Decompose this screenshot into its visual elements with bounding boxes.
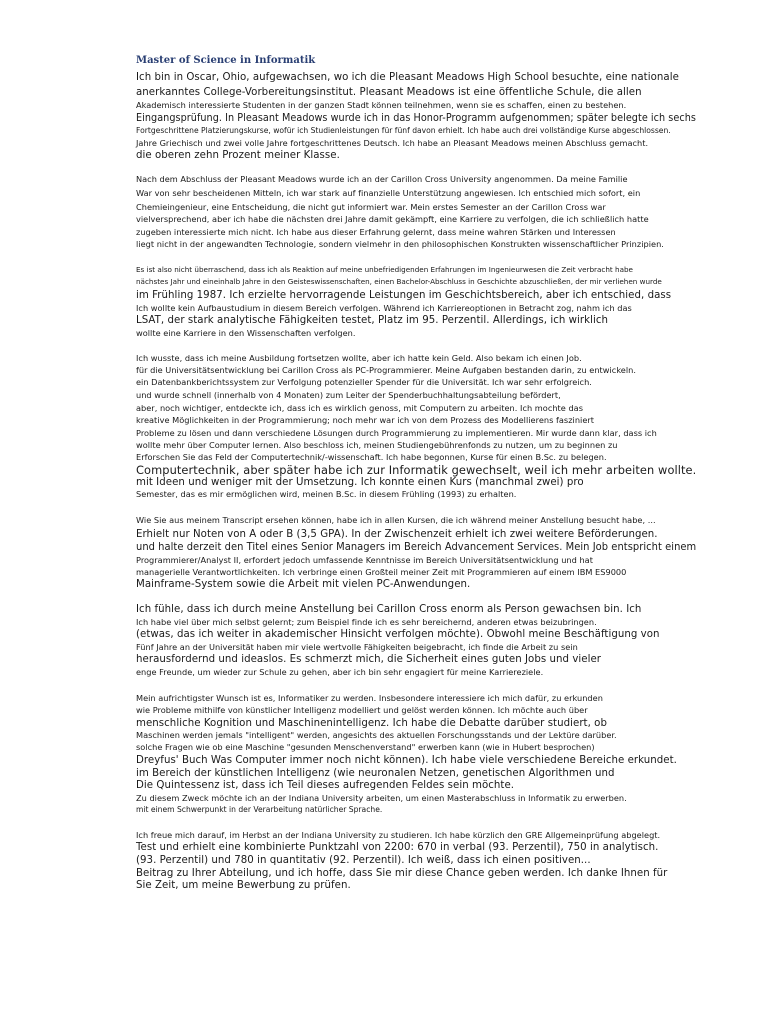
- text-line: und halte derzeit den Titel eines Senior Managers im Bereich Advancement Services. Mein Job entspricht einem: [136, 542, 697, 553]
- text-line: vielversprechend, aber ich habe die nächsten drei Jahre damit gekämpft, eine Karriere zu verfolgen, die ich schließlich hatte: [136, 214, 649, 224]
- text-line: herausfordernd und ideaslos. Es schmerzt mich, die Sicherheit eines guten Jobs und vieler: [136, 654, 602, 665]
- text-line: im Frühling 1987. Ich erzielte hervorragende Leistungen im Geschichtsbereich, aber ich entschied, dass: [136, 290, 672, 301]
- text-line: LSAT, der stark analytische Fähigkeiten testet, Platz im 95. Perzentil. Allerdings, ich wirklich: [136, 315, 609, 326]
- text-line: Erforschen Sie das Feld der Computertechnik/-wissenschaft. Ich habe begonnen, Kurse für einen B.Sc. zu belegen.: [136, 452, 607, 462]
- text-line: Eingangsprüfung. In Pleasant Meadows wurde ich in das Honor-Programm aufgenommen; später belegte ich sechs: [136, 113, 696, 124]
- text-line: zugeben interessierte mich nicht. Ich habe aus dieser Erfahrung gelernt, dass meine wahren Stärken und Interessen: [136, 227, 616, 237]
- text-line: Dreyfus' Buch Was Computer immer noch nicht können). Ich habe viele verschiedene Bereiche erkundet.: [136, 755, 677, 766]
- text-line: aber, noch wichtiger, entdeckte ich, dass ich es wirklich genoss, mit Computern zu arbeiten. Ich mochte das: [136, 403, 584, 413]
- text-line: wie Probleme mithilfe von künstlicher Intelligenz modelliert und gelöst werden können. Ich möchte auch über: [136, 705, 588, 715]
- text-line: die oberen zehn Prozent meiner Klasse.: [136, 150, 340, 161]
- text-line: Test und erhielt eine kombinierte Punktzahl von 2200: 670 in verbal (93. Perzentil), 750 in analytisch.: [136, 842, 659, 853]
- text-line: Akademisch interessierte Studenten in der ganzen Stadt können teilnehmen, wenn sie es schaffen, einen zu bestehen.: [136, 100, 627, 110]
- text-line: Erhielt nur Noten von A oder B (3,5 GPA). In der Zwischenzeit erhielt ich zwei weitere Beförderungen.: [136, 529, 658, 540]
- text-line: Fünf Jahre an der Universität haben mir viele wertvolle Fähigkeiten beigebracht, ich finde die Arbeit zu sein: [136, 642, 578, 652]
- text-line: ein Datenbankberichtssystem zur Verfolgung potenzieller Spender für die Universität. Ich war sehr erfolgreich.: [136, 377, 592, 387]
- text-line: Jahre Griechisch und zwei volle Jahre fortgeschrittenes Deutsch. Ich habe an Pleasant Meadows meinen Abschluss gemacht.: [136, 138, 649, 148]
- text-line: Zu diesem Zweck möchte ich an der Indiana University arbeiten, um einen Masterabschluss in Informatik zu erwerben.: [136, 793, 627, 803]
- text-line: (93. Perzentil) und 780 in quantitativ (92. Perzentil). Ich weiß, dass ich einen positiven...: [136, 855, 591, 866]
- text-line: Ich wusste, dass ich meine Ausbildung fortsetzen wollte, aber ich hatte kein Geld. Also bekam ich einen Job.: [136, 353, 582, 363]
- text-line: Wie Sie aus meinem Transcript ersehen können, habe ich in allen Kursen, die ich während meiner Anstellung besucht habe, ...: [136, 515, 656, 525]
- text-line: Mainframe-System sowie die Arbeit mit vielen PC-Anwendungen.: [136, 579, 471, 590]
- text-line: wollte mehr über Computer lernen. Also beschloss ich, meinen Studiengebührenfonds zu nutzen, um zu beginnen zu: [136, 440, 618, 450]
- text-line: Ich freue mich darauf, im Herbst an der Indiana University zu studieren. Ich habe kürzlich den GRE Allgemeinprüfung abgelegt.: [136, 830, 661, 840]
- text-line: Ich bin in Oscar, Ohio, aufgewachsen, wo ich die Pleasant Meadows High School besuchte, eine nationale: [136, 72, 679, 83]
- text-line: managerielle Verantwortlichkeiten. Ich verbringe einen Großteil meiner Zeit mit Programmieren auf einem IBM ES9000: [136, 567, 627, 577]
- text-line: für die Universitätsentwicklung bei Carillon Cross als PC-Programmierer. Meine Aufgaben bestanden darin, zu entwickeln.: [136, 365, 636, 375]
- text-line: Nach dem Abschluss der Pleasant Meadows wurde ich an der Carillon Cross University angenommen. Da meine Familie: [136, 174, 628, 184]
- text-line: Die Quintessenz ist, dass ich Teil dieses aufregenden Feldes sein möchte.: [136, 780, 515, 791]
- document-page: [136, 0, 696, 1024]
- text-line: Beitrag zu Ihrer Abteilung, und ich hoffe, dass Sie mir diese Chance geben werden. Ich danke Ihnen für: [136, 868, 668, 879]
- text-line: Computertechnik, aber später habe ich zur Informatik gewechselt, weil ich mehr arbeiten wollte.: [136, 463, 697, 477]
- text-line: wollte eine Karriere in den Wissenschaften verfolgen.: [136, 328, 356, 338]
- text-line: (etwas, das ich weiter in akademischer Hinsicht verfolgen möchte). Obwohl meine Beschäftigung von: [136, 629, 660, 640]
- text-line: Fortgeschrittene Platzierungskurse, wofür ich Studienleistungen für fünf davon erhielt. Ich habe auch drei vollständige Kurse abgeschlossen.: [136, 126, 671, 135]
- text-line: Maschinen werden jemals "intelligent" werden, angesichts des aktuellen Forschungsstands und der Lektüre darüber.: [136, 730, 617, 740]
- text-line: im Bereich der künstlichen Intelligenz (wie neuronalen Netzen, genetischen Algorithmen und: [136, 768, 615, 779]
- document-title: Master of Science in Informatik: [136, 55, 316, 66]
- text-line: nächstes Jahr und eineinhalb Jahre in den Geisteswissenschaften, einen Bachelor-Abschluss in Geschichte abzuschließen, der mir verliehen wurde: [136, 277, 662, 286]
- text-line: mit Ideen und weniger mit der Umsetzung. Ich konnte einen Kurs (manchmal zwei) pro: [136, 477, 584, 488]
- text-line: Mein aufrichtigster Wunsch ist es, Informatiker zu werden. Insbesondere interessiere ich mich dafür, zu erkunden: [136, 693, 603, 703]
- text-line: solche Fragen wie ob eine Maschine "gesunden Menschenverstand" erwerben kann (wie in Hubert besprochen): [136, 742, 595, 752]
- text-line: liegt nicht in der angewandten Technologie, sondern vielmehr in den philosophischen Konstrukten wissenschaftlicher Prinzipien.: [136, 239, 664, 249]
- text-line: mit einem Schwerpunkt in der Verarbeitung natürlicher Sprache.: [136, 805, 383, 814]
- text-line: menschliche Kognition und Maschinenintelligenz. Ich habe die Debatte darüber studiert, ob: [136, 718, 607, 729]
- text-line: Ich wollte kein Aufbaustudium in diesem Bereich verfolgen. Während ich Karriereoptionen in Betracht zog, nahm ich das: [136, 303, 632, 313]
- text-line: und wurde schnell (innerhalb von 4 Monaten) zum Leiter der Spenderbuchhaltungsabteilung befördert,: [136, 390, 561, 400]
- text-line: Ich habe viel über mich selbst gelernt; zum Beispiel finde ich es sehr bereichernd, anderen etwas beizubringen.: [136, 617, 597, 627]
- text-line: kreative Möglichkeiten in der Programmierung; noch mehr war ich von dem Prozess des Modellierens fasziniert: [136, 415, 595, 425]
- text-line: Semester, das es mir ermöglichen wird, meinen B.Sc. in diesem Frühling (1993) zu erhalten.: [136, 489, 517, 499]
- text-line: Chemieingenieur, eine Entscheidung, die nicht gut informiert war. Mein erstes Semester an der Carillon Cross war: [136, 202, 606, 212]
- text-line: Probleme zu lösen und dann verschiedene Lösungen durch Programmierung zu implementieren. Mir wurde dann klar, dass ich: [136, 428, 657, 438]
- text-line: Es ist also nicht überraschend, dass ich als Reaktion auf meine unbefriedigenden Erfahrungen im Ingenieurwesen die Zeit verbracht habe: [136, 265, 633, 274]
- text-line: enge Freunde, um wieder zur Schule zu gehen, aber ich bin sehr engagiert für meine Karriereziele.: [136, 667, 544, 677]
- text-line: Ich fühle, dass ich durch meine Anstellung bei Carillon Cross enorm als Person gewachsen bin. Ich: [136, 604, 642, 615]
- text-line: anerkanntes College-Vorbereitungsinstitut. Pleasant Meadows ist eine öffentliche Schule, die allen: [136, 87, 642, 98]
- text-line: Sie Zeit, um meine Bewerbung zu prüfen.: [136, 880, 351, 891]
- text-line: War von sehr bescheidenen Mitteln, ich war stark auf finanzielle Unterstützung angewiesen. Ich entschied mich sofort, ein: [136, 188, 641, 198]
- text-line: Programmierer/Analyst II, erfordert jedoch umfassende Kenntnisse im Bereich Universitätsentwicklung und hat: [136, 555, 593, 565]
